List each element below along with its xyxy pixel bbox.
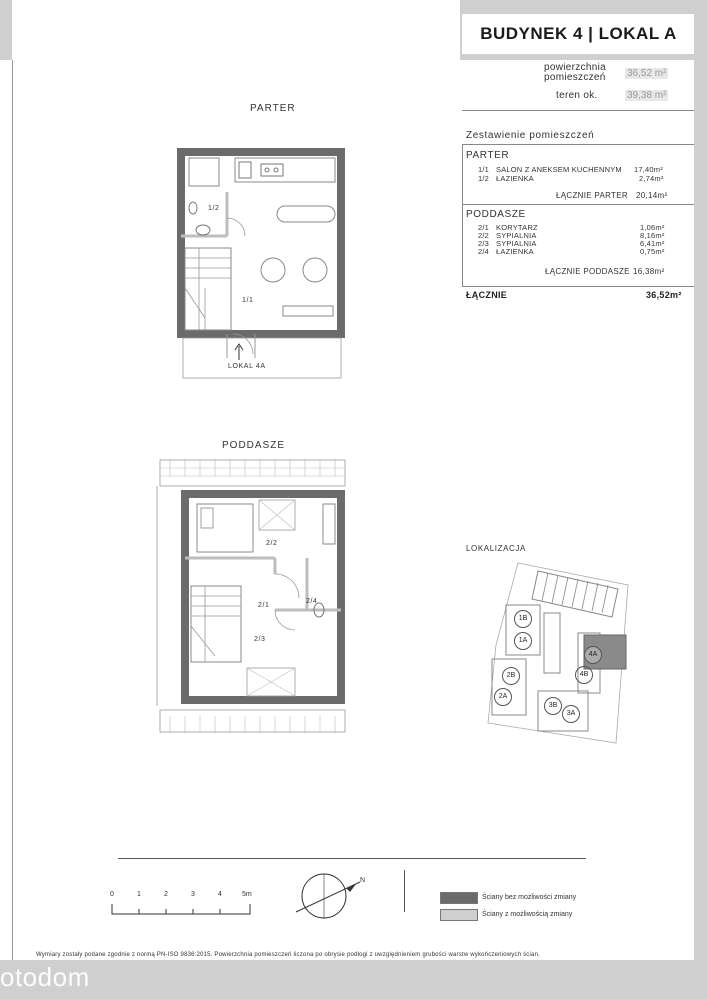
scale-tick: 5m — [242, 891, 252, 898]
frame-bottom — [0, 960, 707, 999]
divider — [462, 286, 694, 287]
poddasze-floor-plan — [155, 460, 350, 735]
legend-swatch-dark — [440, 892, 478, 904]
unit-marker: 2B — [502, 667, 520, 685]
parter-heading: PARTER — [466, 150, 510, 161]
unit-marker: 4A — [584, 646, 602, 664]
header-blank — [12, 0, 460, 60]
unit-marker: 1A — [514, 632, 532, 650]
parter-total-value: 20,14m² — [636, 191, 668, 200]
frame-left — [12, 60, 13, 960]
legend-swatch-light — [440, 909, 478, 921]
scale-tick: 2 — [164, 891, 168, 898]
divider — [404, 870, 405, 912]
usable-area-value: 36,52 m² — [627, 68, 667, 79]
rooms-table-title: Zestawienie pomieszczeń — [466, 130, 595, 141]
scale-tick: 0 — [110, 891, 114, 898]
watermark-logo: otodom — [0, 962, 90, 992]
scale-tick: 4 — [218, 891, 222, 898]
room-tag: 1/2 — [208, 205, 220, 212]
svg-text:N: N — [360, 877, 366, 884]
grand-total-label: ŁĄCZNIE — [466, 290, 508, 300]
room-tag: 1/1 — [242, 297, 254, 304]
room-tag: 2/3 — [254, 636, 266, 643]
entry-label: LOKAL 4A — [228, 363, 266, 370]
location-title: LOKALIZACJA — [466, 544, 526, 553]
unit-marker: 3B — [544, 697, 562, 715]
poddasze-plan-title: PODDASZE — [222, 440, 286, 451]
legend-dark-label: Ściany bez możliwości zmiany — [482, 894, 577, 901]
unit-marker: 2A — [494, 688, 512, 706]
scale-tick: 1 — [137, 891, 141, 898]
grand-total-value: 36,52m² — [646, 290, 682, 300]
parter-total-label: ŁĄCZNIE PARTER — [556, 191, 628, 200]
poddasze-total-label: ŁĄCZNIE PODDASZE — [545, 267, 630, 276]
unit-marker: 4B — [575, 666, 593, 684]
area-summary — [462, 60, 694, 110]
parter-floor-plan — [175, 148, 350, 383]
unit-marker: 3A — [562, 705, 580, 723]
room-tag: 2/1 — [258, 602, 270, 609]
land-area-value: 39,38 m² — [627, 90, 667, 101]
legend-light-label: Ściany z możliwością zmiany — [482, 911, 573, 918]
room-tag: 2/2 — [266, 540, 278, 547]
land-area-label: teren ok. — [556, 90, 598, 101]
footnote: Wymiary zostały podane zgodnie z normą PN-ISO 9836:2015. Powierzchnia pomieszczeń liczona po obrysie podłogi z uwzględnieniem grubości warstw wykończeniowych ścian. — [36, 952, 540, 958]
frame-right — [694, 14, 707, 999]
room-tag: 2/4 — [306, 598, 318, 605]
usable-area-label-2: pomieszczeń — [544, 72, 606, 83]
bottom-rule — [118, 858, 586, 859]
usable-area-label-1: powierzchnia — [544, 62, 606, 73]
parter-plan-title: PARTER — [250, 103, 296, 114]
unit-marker: 1B — [514, 610, 532, 628]
poddasze-total-value: 16,38m² — [633, 267, 665, 276]
divider — [462, 144, 463, 286]
divider — [462, 144, 694, 145]
scale-bar — [110, 902, 260, 918]
page-title: BUDYNEK 4 | LOKAL A — [462, 14, 695, 54]
compass-icon — [290, 868, 370, 928]
poddasze-heading: PODDASZE — [466, 209, 526, 220]
divider — [462, 204, 694, 205]
divider — [462, 110, 694, 111]
scale-tick: 3 — [191, 891, 195, 898]
location-site-map — [478, 555, 638, 745]
